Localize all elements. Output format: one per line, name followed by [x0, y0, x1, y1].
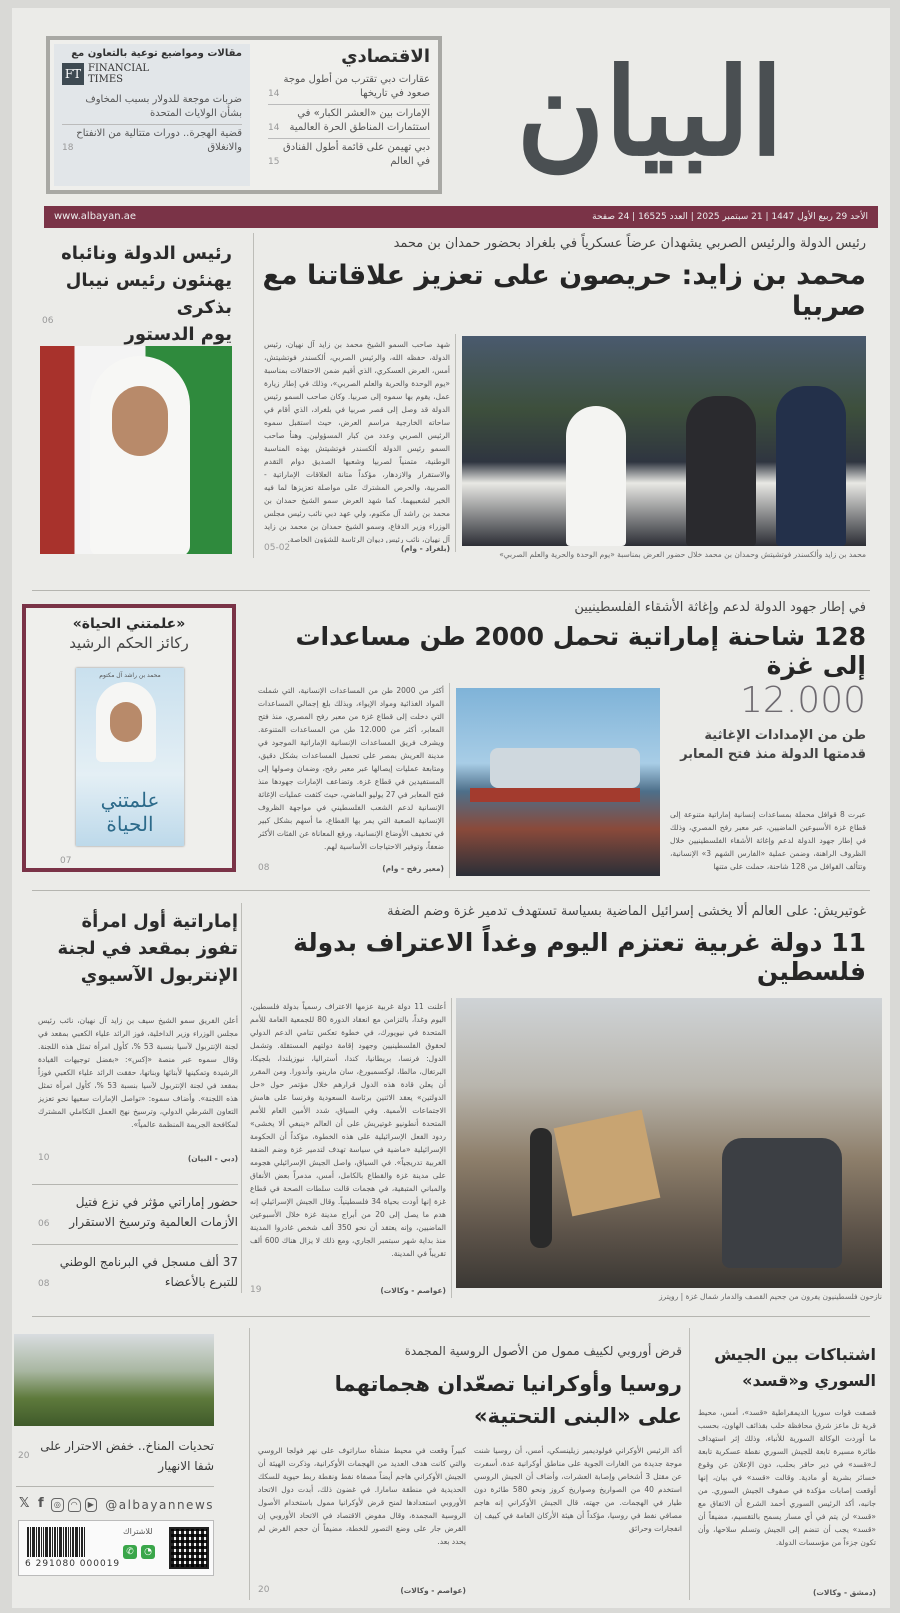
promo-item[interactable]: دبي تهيمن على قائمة أطول الفنادق في العالم 15	[268, 142, 430, 167]
qr-code-icon[interactable]	[169, 1527, 209, 1569]
portrait-photo	[40, 346, 232, 554]
photo-face	[112, 386, 168, 456]
barcode-panel	[18, 1520, 214, 1576]
promo-item[interactable]: ضربات موجعة للدولار بسبب المخاوف بشأن الولايات المتحدة	[62, 91, 242, 125]
gaza-aid-body-text: أكثر من 2000 طن من المساعدات الإنسانية، التي شملت المواد الغذائية ومواد الإيواء، وبذلك بلغ إجمالي المساعدات التي دخلت إلى قطاع غزة من معبر رفح المصري، منذ فتح المعابر، أكثر من 12.000 طن من المساعدات المتنوعة. ويشرف فريق المساعدات الإنسانية الإماراتية الموجود في مدينة العريش بمصر على تحميل المساعدات بشكل دقيق، ومتابعة عمليات إيصالها عبر معبر رفح، وضمان وصولها إلى المستفيدين في قطاع غزة. وتضاعف الإمارات جهودها منذ فتح المعابر في 27 يوليو الماضي، حيث كثفت عمليات الإغاثة الإنسانية لدعم الشعب الفلسطيني في مواجهة الظروف الإنسانية الصعبة التي يمر بها القطاع، ما أسهم بشكل كبير في تخفيف الأوضاع الإنسانية، ورفع المعاناة عن الفئات الأكثر ضعفاً، وتوفير الاحتياجات الأساسية لهم.	[258, 686, 444, 851]
trucks-photo	[456, 688, 660, 876]
column-divider	[455, 334, 456, 552]
phone-icon[interactable]: ✆	[123, 1545, 137, 1559]
facebook-icon[interactable]: f	[37, 1496, 44, 1511]
dateline-bar	[44, 206, 878, 228]
column-divider	[449, 683, 450, 878]
column-divider	[253, 233, 254, 558]
stat-number: 12.000	[740, 680, 866, 721]
lead-headline[interactable]: محمد بن زايد: حريصون على تعزيز علاقاتنا مع صربيا	[262, 260, 866, 322]
palestine-body-text: أعلنت 11 دولة غربية عزمها الاعتراف رسمياً بدولة فلسطين، اليوم وغداً، بالتزامن مع انعقاد الدورة 80 للجمعية العامة للأمم المتحدة في نيويورك، في خطوة تعكس تنامي الدعم الدولي لحقوق الفلسطينيين وجهود إقامة دولتهم المستقلة. وتشمل الدول: فرنسا، بريطانيا، كندا، أستراليا، نيوزيلندا، بلجيكا، البرتغال، مالطا، لوكسمبورغ، سان مارينو، وأندورا. ومن المقرر أن يعلن قادة هذه الدول قرارهم خلال مؤتمر حول «حل الدولتين» يعقد الاثنين برئاسة السعودية وفرنسا على هامش الاجتماعات الأممية. وفي السياق، شدد الأمين العام للأمم المتحدة أنطونيو غوتيريش على أن العالم «ينبغي ألا يخشى» ردود الفعل الإسرائيلية على هذه الخطوة، مؤكداً أن الحكومة الإسرائيلية «ماضية في سياسة تهدف لتدمير غزة وضم الضفة الغربية تدريجياً». في السياق، واصل الجيش الإسرائيلي هجومه على مدينة غزة والقطاع بالكامل، أمس، مدمراً بعض الأنفاق والمباني المتبقية، في هجمات قالت سلطات الصحة في قطاع غزة إنها أودت بحياة 34 فلسطينياً. وقال الجيش الإسرائيلي إنه هدم ما يصل إلى 20 من أبراج مدينة غزة خلال الأسبوعين الماضيين، وإنه يعتقد أن نحو 350 ألف شخص غادروا المدينة منذ بداية شهر سبتمبر الجاري، ومع ذلك لا يزال هناك 600 ألف تقريباً في المدينة.	[250, 1002, 446, 1258]
section-divider	[32, 590, 870, 591]
russia-source: (عواصم - وكالات) 20	[258, 1585, 466, 1595]
lead-photo-caption: محمد بن زايد وألكسندر فوتشيتش وحمدان بن محمد خلال حضور العرض بمناسبة «يوم الوحدة والحرية والعلم الصربي»	[499, 550, 866, 559]
side-story-headline[interactable]: إماراتية أول امرأة تفوز بمقعد في لجنة الإنتربول الآسيوي	[57, 911, 238, 986]
brief-divider	[32, 1184, 238, 1185]
social-handle[interactable]: @albayannews	[105, 1498, 215, 1512]
section-divider	[32, 1316, 870, 1317]
palestine-photo-caption: نازحون فلسطينيون يفرون من جحيم القصف والدمار شمال غزة | رويترز	[658, 1292, 882, 1301]
lead-photo	[462, 336, 866, 546]
column-divider	[689, 1328, 690, 1600]
book-cover-title: علمتني الحياة	[100, 788, 160, 836]
lead-kicker: رئيس الدولة والرئيس الصربي يشهدان عرضاً عسكرياً في بلغراد بحضور حمدان بن محمد	[393, 236, 866, 251]
brief-item[interactable]: 37 ألف مسجل في البرنامج الوطني للتبرع بالأعضاء 08	[38, 1255, 238, 1289]
ft-promo-title: مقالات ومواضيع توعية بالتعاون مع	[71, 48, 242, 59]
side-story-headline[interactable]: رئيس الدولة ونائباه يهنئون رئيس نيبال بذكرى يوم الدستور	[61, 243, 232, 345]
syria-source: (دمشق - وكالات)	[812, 1588, 876, 1597]
book-promo[interactable]: «علمتني الحياة» ركائز الحكم الرشيد محمد بن راشد آل مكتوم علمتني الحياة 07	[22, 604, 236, 872]
social-links	[18, 1498, 214, 1512]
climate-photo	[14, 1334, 214, 1426]
promo-box	[46, 36, 442, 194]
gaza-aid-source: (معبر رفح - وام) 08	[258, 863, 444, 873]
photo-figure	[530, 1128, 552, 1248]
snapchat-icon[interactable]: ◠	[68, 1498, 81, 1512]
interpol-source: (دبي - البيان) 10	[38, 1153, 238, 1163]
lead-source: (بلغراد - وام) 05-02	[264, 543, 450, 553]
instagram-icon[interactable]: ◎	[51, 1498, 64, 1512]
palestine-kicker: غوتيريش: على العالم ألا يخشى إسرائيل الماضية بسياسة تستهدف تدمير غزة وضم الضفة	[387, 904, 866, 919]
website-link[interactable]: www.albayan.ae	[54, 211, 137, 222]
economic-section-promo[interactable]	[260, 40, 438, 190]
economic-section-title: الاقتصادي	[341, 46, 430, 67]
gaza-aid-headline[interactable]: 128 شاحنة إماراتية تحمل 2000 طن مساعدات إلى غزة	[295, 622, 866, 680]
masthead-logo: البيان	[516, 42, 784, 183]
book-promo-subtitle: ركائز الحكم الرشيد	[69, 634, 189, 652]
barcode	[27, 1527, 86, 1561]
footer-divider	[16, 1486, 214, 1487]
page-reference: 06	[42, 316, 54, 326]
photo-figure	[686, 396, 756, 546]
displaced-palestinians-photo	[456, 998, 882, 1288]
youtube-icon[interactable]: ▶	[85, 1498, 98, 1512]
book-promo-title: «علمتني الحياة»	[72, 616, 186, 632]
brief-divider	[32, 1244, 238, 1245]
climate-promo[interactable]: تحديات المناخ.. خفض الاحترار على شفا الانهيار 20	[18, 1439, 214, 1473]
gaza-aid-kicker: في إطار جهود الدولة لدعم وإغاثة الأشقاء الفلسطينيين	[574, 600, 866, 615]
ft-promo[interactable]	[54, 44, 250, 186]
syria-body-text: قصفت قوات سوريا الديمقراطية «قسد»، أمس، محيط قرية تل ماعز شرق محافظة حلب بقذائف الهاون، بحسب ما أوردت الوكالة السورية للأنباء، وذلك إثر استهداف طائرة مسيرة تابعة للجيش السوري نقطة عسكرية تابعة لـ«قسد» في دير حافر بحلب، دون الإعلان عن وقوع خسائر بشرية أو مادية. وقالت «قسد» في بيان، إنها أوقعت إصابات مؤكدة في صفوف الجيش السوري. من جانبه، أكد الرئيس السوري أحمد الشرع أن الاتفاق مع «قسد» لن يتم في أي مسار يسمح بالتقسيم، مضيفاً أن «قسد» يجب أن تنضم إلى الجيش وتسلم سلاحها، وأن تكون جزءاً من مؤسسات الدولة.	[698, 1408, 876, 1547]
column-divider	[249, 1328, 250, 1600]
photo-tent	[554, 1110, 661, 1217]
photo-figure	[776, 386, 846, 546]
x-icon[interactable]: 𝕏	[19, 1496, 30, 1511]
stat-text: طن من الإمدادات الإغاثية قدمتها الدولة منذ فتح المعابر	[680, 728, 866, 762]
column-divider	[451, 998, 452, 1298]
syria-headline[interactable]: اشتباكات بين الجيش السوري و«قسد»	[714, 1345, 876, 1390]
book-cover: محمد بن راشد آل مكتوم علمتني الحياة	[76, 668, 184, 846]
subscribe-label: للاشتراك	[123, 1527, 153, 1536]
promo-item[interactable]: عقارات دبي تقترب من أطول موجة صعود في تاريخها 14	[268, 71, 430, 105]
photo-car	[722, 1138, 842, 1268]
ft-logo: FT FINANCIAL TIMES	[62, 63, 242, 85]
issue-date: الأحد 29 ربيع الأول 1447 | 21 سبتمبر 2025 | العدد 16525 | 24 صفحة	[592, 212, 868, 222]
photo-figure	[566, 406, 626, 546]
gaza-photo-caption: عبرت 8 قوافل محملة بمساعدات إنسانية إماراتية متنوعة إلى قطاع غزة الأسبوعين الماضيين، عبر معبر رفح المصري، وذلك في إطار جهود الدولة لدعم وإغاثة الأشقاء الفلسطينيين خلال الظروف الراهنة، وضمن عملية «الفارس الشهم 3» الإنسانية، وتتألف القوافل من 128 شاحنة، حملت على متنها	[670, 810, 866, 871]
photo-truck-cargo	[490, 748, 640, 788]
russia-headline[interactable]: روسيا وأوكرانيا تصعّدان هجماتهما على «البنى التحتية»	[334, 1372, 682, 1428]
palestine-source: (عواصم - وكالات) 19	[250, 1285, 446, 1295]
whatsapp-icon[interactable]: ◔	[141, 1545, 155, 1559]
promo-item[interactable]: الإمارات بين «العشر الكبار» في استثمارات المناطق الحرة العالمية 14	[268, 105, 430, 139]
ft-logo-icon: FT	[62, 63, 84, 85]
interpol-body-text: أعلن الفريق سمو الشيخ سيف بن زايد آل نهيان، نائب رئيس مجلس الوزراء وزير الداخلية، فوز الرائد علياء الكعبي بمقعد في لجنة الإنتربول لآسيا بنسبة 53 %، كأول امرأة تمثل هذه اللجنة. وقال سموه عبر منصة «إكس»: «بفضل توجيهات القيادة الرشيدة وتمكينها لأبنائها وبناتها، حققت الرائد علياء الكعبي فوزاً بمقعد في لجنة الإنتربول لآسيا بنسبة 53 %، كأول امرأة تمثل هذه اللجنة». وأضاف سموه: «تواصل الإمارات سعيها نحو تعزيز التعاون الشرطي الدولي، وترسيخ نهج العمل التكاملي المشترك لمكافحة الجريمة المنظمة عالمياً».	[38, 1016, 238, 1129]
russia-body-col1: أكد الرئيس الأوكراني فولوديمير زيلينسكي، أمس، أن روسيا شنت موجة جديدة من الغارات الجوية على مناطق أوكرانية عدة، أسفرت عن مقتل 3 أشخاص وإصابة العشرات، وأضاف أن الجيش الروسي استخدم 40 من الصواريخ وصواريخ كروز ونحو 580 طائرة دون طيار في الهجمات. من جهته، قال الجيش الأوكراني إنه هاجم مصافي نفط في روسيا، مؤكداً أن هيئة الأركان العامة في كييف إن انفجارات وحرائق	[474, 1446, 682, 1533]
photo-face	[110, 702, 142, 742]
column-divider	[241, 903, 242, 1293]
russia-body-col2: كبيراً وقعت في محيط منشأة ساراتوف على نهر فولجا الروسي والتي كانت هدف العديد من الهجمات الأوكرانية، وذكرت الهيئة أن الجيش الأوكراني هاجم أيضاً مصفاة نفط ونقطة ربط حيوية للسكك الحديدية في منطقة سامارا. في غضون ذلك، أبدت دول الاتحاد الأوروبي استعدادها لمنح قرض لأوكرانيا ممول باستخدام الأصول الروسية المجمدة، وقال مفوض الاقتصاد في الاتحاد الأوروبي إن القرض جار على وضع التصور للخطة، مضيفاً أن حجم القرض لم يحدد بعد.	[258, 1446, 466, 1546]
promo-item[interactable]: قضية الهجرة.. دورات متتالية من الانفتاح والانغلاق 18	[62, 128, 242, 153]
russia-kicker: قرض أوروبي لكييف ممول من الأصول الروسية المجمدة	[404, 1344, 682, 1358]
lead-body-text: شهد صاحب السمو الشيخ محمد بن زايد آل نهيان، رئيس الدولة، حفظه الله، والرئيس الصربي، ألكسندر فوتشيتش، أمس، العرض العسكري، الذي أقيم ضمن الاحتفالات بمناسبة «يوم الوحدة والحرية والعلم الصربي»، وذلك في إطار زيارة عمل، يقوم بها سموه إلى صربيا. وكان صاحب السمو رئيس الدولة قد وصل إلى قصر صربيا في بلغراد، الذي أقام في ساحاته الخارجية مراسم العرض، حيث استقبل سموه الرئيس الصربي وعدد من كبار المسؤولين. وهنأ صاحب السمو رئيس الدولة ألكسندر فوتشيتش بهذه المناسبة الوطنية، متمنياً لصربيا وشعبها الصديق دوام التقدم والاستقرار والازدهار، مؤكداً متانة العلاقات الإماراتية - الصربية، والحرص المشترك على مواصلة تعزيزها لما فيه الخير لشعبيهما. كما شهد العرض سمو الشيخ حمدان بن محمد بن راشد آل مكتوم، ولي عهد دبي نائب رئيس مجلس الوزراء وزير الدفاع، وسمو الشيخ حمدان بن محمد بن زايد آل نهيان، نائب رئيس ديوان الرئاسة للشؤون الخاصة.	[264, 340, 450, 543]
barcode-number: 6 291080 000019	[25, 1559, 121, 1569]
brief-item[interactable]: حضور إماراتي مؤثر في نزع فتيل الأزمات العالمية وترسيخ الاستقرار 06	[38, 1195, 238, 1229]
newspaper-front-page	[12, 8, 890, 1608]
photo-truck-bed	[470, 788, 640, 802]
palestine-headline[interactable]: 11 دولة غربية تعتزم اليوم وغداً الاعتراف بدولة فلسطين	[293, 928, 866, 986]
section-divider	[32, 890, 870, 891]
